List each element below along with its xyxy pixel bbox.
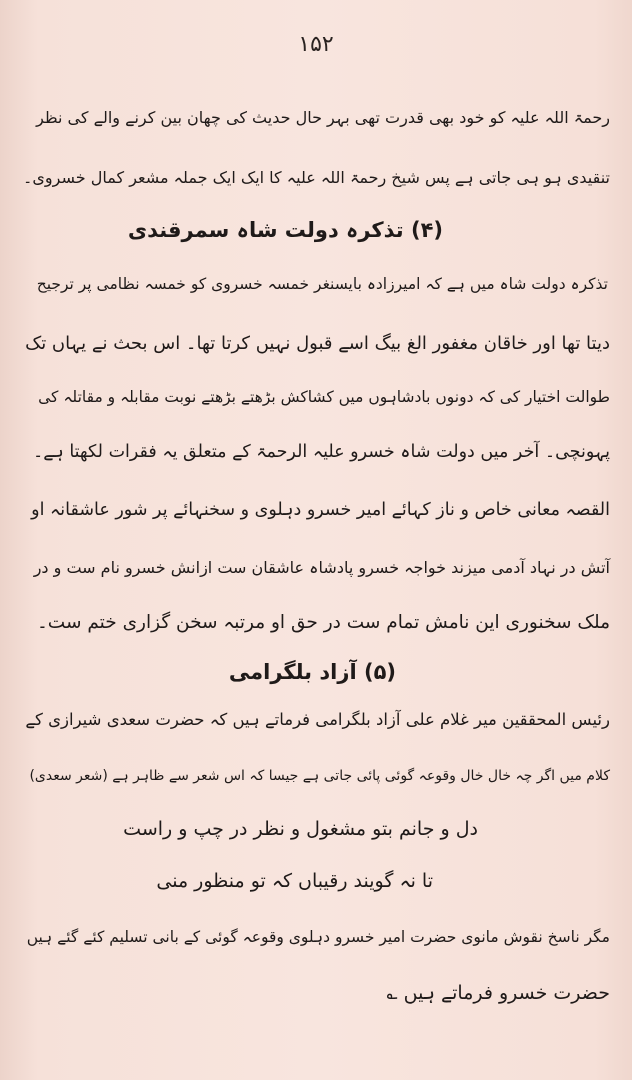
text-line-5: طوالت اختیار کی کہ دونوں بادشاہوں میں کشاکش بڑھتے بڑھتے نوبت مقابلہ و مقاتلہ کی [38,388,610,406]
text-line-8: کلام میں اگر چہ خال خال وقوعہ گوئی پائی جاتی ہے جیسا کہ اس شعر سے ظاہر ہے (شعر سعدی) [29,768,610,784]
text-line-1: رحمۃ اللہ علیہ کو خود بھی قدرت تھی بہر حال حدیث کی چھان بین کرنے والے کی نظر [36,108,610,127]
page-body [18,0,618,1080]
text-line-2: تنقیدی ہو ہی جاتی ہے پس شیخ رحمۃ اللہ علیہ کا ایک ایک جملہ مشعر کمال خسروی۔ [23,168,610,187]
section-heading-4: (۴) تذکرہ دولت شاہ سمرقندی [127,218,443,242]
text-line-9: مگر ناسخ نقوش مانوی حضرت امیر خسرو دہلوی وقوعہ گوئی کے بانی تسلیم کئے گئے ہیں [26,928,610,946]
quote-line-3: ملک سخنوری این نامش تمام ست در حق او مرتبہ سخن گزاری ختم ست۔ [36,612,610,633]
verse-line-2: تا نہ گویند رقیباں کہ تو منظور منی [156,870,433,892]
verse-line-1: دل و جانم بتو مشغول و نظر در چپ و راست [123,818,478,840]
text-line-7: رئیس المحققین میر غلام علی آزاد بلگرامی فرماتے ہیں کہ حضرت سعدی شیرازی کے [25,710,610,729]
page-number: ۱۵۲ [298,32,334,57]
text-line-3: تذکرہ دولت شاہ میں ہے کہ امیرزادہ بایسنغر خمسہ خسروی کو خمسہ نظامی پر ترجیح [36,275,608,293]
text-line-4: دیتا تھا اور خاقان مغفور الغ بیگ اسے قبول نہیں کرتا تھا۔ اس بحث نے یہاں تک [25,333,610,354]
section-heading-5: (۵) آزاد بلگرامی [228,660,396,684]
quote-line-1: القصہ معانی خاص و ناز کہائے امیر خسرو دہلوی و سخنہائے پر شور عاشقانہ او [31,500,610,520]
text-line-10: حضرت خسرو فرماتے ہیں ؎ [386,982,610,1004]
text-line-6: پہونچی۔ آخر میں دولت شاہ خسرو علیہ الرحمۃ کے متعلق یہ فقرات لکھتا ہے۔ [33,442,610,462]
quote-line-2: آتش در نہاد آدمی میزند خواجہ خسرو پادشاہ عاشقان ست ازانش خسرو نام ست و در [33,558,610,577]
